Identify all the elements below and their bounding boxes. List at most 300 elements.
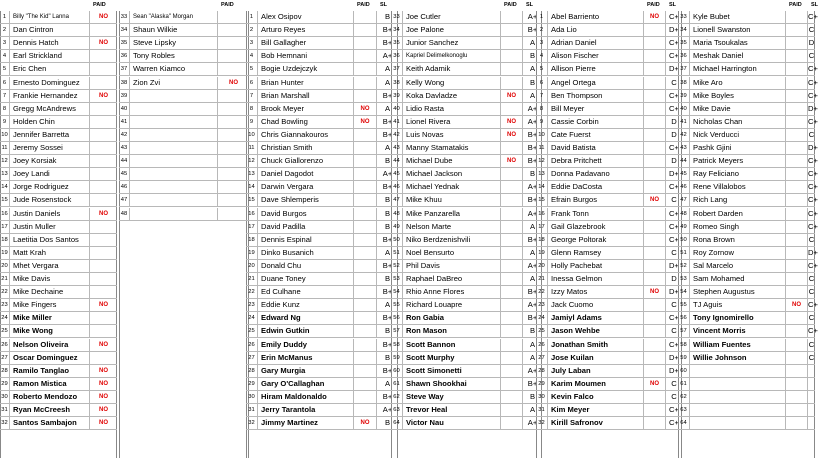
table-row[interactable] <box>119 208 249 221</box>
skill-level[interactable]: C <box>808 129 815 139</box>
table-row[interactable] <box>536 50 682 63</box>
table-row[interactable] <box>246 194 398 207</box>
table-row[interactable] <box>246 247 398 260</box>
table-row[interactable] <box>119 142 249 155</box>
player-name[interactable]: Michael Dube <box>403 155 501 167</box>
player-name[interactable]: Koka Davladze <box>403 90 501 102</box>
table-row[interactable] <box>678 129 815 142</box>
player-name[interactable]: Emily Duddy <box>258 339 354 351</box>
skill-level[interactable]: C <box>671 391 677 401</box>
skill-level[interactable]: B <box>384 12 391 21</box>
player-name[interactable]: Jimmy Martinez <box>258 417 354 429</box>
paid-status[interactable] <box>644 417 666 429</box>
table-row[interactable] <box>536 24 682 37</box>
paid-status[interactable] <box>786 37 808 49</box>
paid-status[interactable]: NO <box>99 14 108 20</box>
paid-status[interactable] <box>354 391 377 403</box>
table-row[interactable] <box>678 339 815 352</box>
skill-level[interactable]: C+ <box>808 195 818 205</box>
skill-level[interactable]: B <box>529 391 536 401</box>
skill-level[interactable]: A+ <box>527 12 538 21</box>
skill-level[interactable]: A <box>384 300 391 310</box>
skill-level[interactable]: B <box>529 51 536 61</box>
table-row[interactable] <box>0 37 117 50</box>
player-name[interactable]: Vincent Morris <box>690 325 786 337</box>
table-row[interactable] <box>678 208 818 221</box>
skill-level[interactable]: C+ <box>808 156 818 166</box>
skill-level[interactable]: A+ <box>527 182 538 192</box>
paid-status[interactable] <box>644 155 666 167</box>
player-name[interactable]: Cassie Corbin <box>548 116 644 128</box>
paid-status[interactable]: NO <box>644 11 666 23</box>
skill-level[interactable]: B+ <box>382 90 393 100</box>
paid-status[interactable]: NO <box>501 90 523 102</box>
paid-status[interactable] <box>786 116 808 128</box>
paid-status[interactable] <box>90 286 117 298</box>
player-name[interactable]: Gary O'Callaghan <box>258 378 354 390</box>
table-row[interactable] <box>678 234 815 247</box>
player-name[interactable]: Rhio Anne Flores <box>403 286 501 298</box>
paid-status[interactable] <box>354 194 377 206</box>
player-name[interactable]: Joe Cutler <box>403 11 501 23</box>
table-row[interactable] <box>536 63 682 76</box>
paid-status[interactable] <box>644 234 666 246</box>
skill-level[interactable]: C+ <box>669 38 679 48</box>
paid-status[interactable]: NO <box>99 393 108 400</box>
skill-level[interactable]: D+ <box>808 103 818 113</box>
table-row[interactable] <box>536 129 682 142</box>
paid-status[interactable] <box>90 260 117 272</box>
skill-level[interactable]: B+ <box>527 313 538 323</box>
table-row[interactable] <box>536 378 682 391</box>
paid-status[interactable]: NO <box>99 210 108 217</box>
table-row[interactable] <box>119 63 249 76</box>
skill-level[interactable]: B <box>384 208 391 218</box>
player-name[interactable]: Kyle Bubet <box>690 11 786 23</box>
paid-status[interactable] <box>354 312 377 324</box>
table-row[interactable] <box>536 312 682 325</box>
table-row[interactable] <box>391 299 542 312</box>
player-name[interactable] <box>690 391 786 403</box>
paid-status[interactable] <box>644 339 666 351</box>
paid-status[interactable] <box>218 129 249 141</box>
skill-level[interactable]: B+ <box>382 129 393 139</box>
table-row[interactable] <box>246 312 398 325</box>
player-name[interactable]: Dinko Busanich <box>258 247 354 259</box>
table-row[interactable] <box>0 391 117 404</box>
table-row[interactable] <box>391 325 542 338</box>
paid-status[interactable] <box>354 365 377 377</box>
table-row[interactable] <box>246 63 398 76</box>
table-row[interactable] <box>246 234 398 247</box>
table-row[interactable] <box>119 11 249 24</box>
player-name[interactable]: David Burgos <box>258 208 354 220</box>
paid-status[interactable] <box>501 77 523 89</box>
paid-status[interactable] <box>218 194 249 206</box>
player-name[interactable]: Roberto Mendozo <box>10 391 90 403</box>
skill-level[interactable]: C <box>671 300 677 310</box>
player-name[interactable]: Trevor Heal <box>403 404 501 416</box>
skill-level[interactable]: C+ <box>669 103 679 113</box>
skill-level[interactable]: A+ <box>527 116 538 126</box>
skill-level[interactable]: D+ <box>808 247 818 257</box>
paid-status[interactable] <box>218 116 249 128</box>
table-row[interactable] <box>678 286 815 299</box>
player-name[interactable]: Alison Fischer <box>548 50 644 62</box>
table-row[interactable] <box>246 365 398 378</box>
player-name[interactable]: Jamiyl Adams <box>548 312 644 324</box>
paid-status[interactable]: NO <box>786 299 808 311</box>
table-row[interactable] <box>678 378 815 391</box>
table-row[interactable] <box>536 273 682 286</box>
skill-level[interactable]: B+ <box>527 234 538 244</box>
skill-level[interactable]: C <box>671 77 677 87</box>
player-name[interactable]: Glenn Ramsey <box>548 247 644 259</box>
player-name[interactable]: Eddie Kunz <box>258 299 354 311</box>
skill-level[interactable]: C+ <box>808 260 818 270</box>
paid-status[interactable]: NO <box>99 341 108 348</box>
player-name[interactable]: Mike Davie <box>690 103 786 115</box>
paid-status[interactable] <box>501 286 523 298</box>
table-row[interactable] <box>246 142 398 155</box>
skill-level[interactable]: C <box>671 326 677 336</box>
skill-level[interactable]: B <box>384 156 391 166</box>
player-name[interactable] <box>690 365 786 377</box>
skill-level[interactable]: C+ <box>808 221 818 231</box>
table-row[interactable] <box>391 365 542 378</box>
skill-level[interactable]: B+ <box>382 116 393 126</box>
player-name[interactable]: Lionel Rivera <box>403 116 501 128</box>
player-name[interactable]: Joey Landi <box>10 168 90 180</box>
paid-status[interactable] <box>90 142 117 154</box>
table-row[interactable] <box>246 299 398 312</box>
paid-status[interactable] <box>501 365 523 377</box>
table-row[interactable] <box>536 391 682 404</box>
table-row[interactable] <box>678 260 818 273</box>
skill-level[interactable]: A <box>384 378 391 388</box>
table-row[interactable] <box>678 181 818 194</box>
player-name[interactable]: Christian Smith <box>258 142 354 154</box>
player-name[interactable]: TJ Aguis <box>690 299 786 311</box>
skill-level[interactable]: C+ <box>808 169 818 179</box>
player-name[interactable]: Cate Fuerst <box>548 129 644 141</box>
paid-status[interactable] <box>354 273 377 285</box>
table-row[interactable] <box>119 37 249 50</box>
player-name[interactable]: Mike Davis <box>10 273 90 285</box>
table-row[interactable] <box>391 77 542 90</box>
player-name[interactable]: Mike Panzarella <box>403 208 501 220</box>
skill-level[interactable] <box>808 404 815 416</box>
player-name[interactable]: Mike Dechaine <box>10 286 90 298</box>
paid-status[interactable] <box>90 116 117 128</box>
table-row[interactable] <box>246 339 398 352</box>
player-name[interactable] <box>130 208 218 220</box>
skill-level[interactable]: C+ <box>669 234 679 244</box>
skill-level[interactable] <box>808 365 815 377</box>
paid-status[interactable] <box>501 404 523 416</box>
player-name[interactable]: Bill Meyer <box>548 103 644 115</box>
paid-status[interactable]: NO <box>99 92 108 99</box>
player-name[interactable]: Frankie Hernandez <box>10 90 90 102</box>
player-name[interactable]: Ada Lio <box>548 24 644 36</box>
paid-status[interactable] <box>501 103 523 115</box>
table-row[interactable] <box>0 352 117 365</box>
paid-status[interactable]: NO <box>99 380 108 387</box>
table-row[interactable] <box>0 234 117 247</box>
table-row[interactable] <box>119 194 249 207</box>
skill-level[interactable]: B+ <box>527 25 538 35</box>
paid-status[interactable] <box>501 208 523 220</box>
skill-level[interactable]: A+ <box>382 405 393 414</box>
player-name[interactable]: Phil Davis <box>403 260 501 272</box>
skill-level[interactable]: A+ <box>527 208 538 218</box>
player-name[interactable]: Manny Stamatakis <box>403 142 501 154</box>
table-row[interactable] <box>391 24 542 37</box>
table-row[interactable] <box>391 312 542 325</box>
paid-status[interactable] <box>354 339 377 351</box>
table-row[interactable] <box>0 260 117 273</box>
skill-level[interactable]: B+ <box>382 365 393 375</box>
skill-level[interactable]: B+ <box>527 143 538 152</box>
paid-status[interactable] <box>354 142 377 154</box>
paid-status[interactable] <box>644 63 666 75</box>
paid-status[interactable] <box>354 90 377 102</box>
player-name[interactable]: Laetitia Dos Santos <box>10 234 90 246</box>
table-row[interactable] <box>0 116 117 129</box>
paid-status[interactable] <box>501 11 523 23</box>
skill-level[interactable]: A+ <box>527 103 538 113</box>
table-row[interactable] <box>391 116 542 129</box>
table-row[interactable] <box>391 142 542 155</box>
table-row[interactable] <box>0 103 117 116</box>
player-name[interactable]: Ray Feliciano <box>690 168 786 180</box>
table-row[interactable] <box>536 142 682 155</box>
player-name[interactable]: Abel Barriento <box>548 11 644 23</box>
paid-status[interactable] <box>90 181 117 193</box>
paid-status[interactable] <box>218 168 249 180</box>
player-name[interactable]: Jorge Rodriguez <box>10 181 90 193</box>
player-name[interactable]: Zion Zvi <box>130 77 218 89</box>
skill-level[interactable]: A <box>529 38 536 48</box>
paid-status[interactable] <box>644 181 666 193</box>
paid-status[interactable] <box>90 103 117 115</box>
paid-status[interactable] <box>786 103 808 115</box>
player-name[interactable] <box>130 155 218 167</box>
skill-level[interactable]: C <box>808 313 815 323</box>
player-name[interactable] <box>690 378 786 390</box>
player-name[interactable]: Kirill Safronov <box>548 417 644 429</box>
paid-status[interactable] <box>644 247 666 259</box>
paid-status[interactable] <box>218 155 249 167</box>
skill-level[interactable]: B+ <box>382 287 393 297</box>
paid-status[interactable] <box>644 299 666 311</box>
player-name[interactable]: Keith Adamik <box>403 63 501 75</box>
skill-level[interactable]: B+ <box>527 129 538 139</box>
paid-status[interactable] <box>218 181 249 193</box>
table-row[interactable] <box>678 221 818 234</box>
skill-level[interactable]: C+ <box>669 418 679 428</box>
player-name[interactable]: Kelly Wong <box>403 77 501 89</box>
player-name[interactable]: Edwin Gutkin <box>258 325 354 337</box>
skill-level[interactable]: C+ <box>808 12 818 21</box>
paid-status[interactable] <box>644 37 666 49</box>
table-row[interactable] <box>536 116 682 129</box>
player-name[interactable]: Jude Rosenstock <box>10 194 90 206</box>
player-name[interactable]: Eric Chen <box>10 63 90 75</box>
table-row[interactable] <box>246 260 398 273</box>
table-row[interactable] <box>391 391 542 404</box>
table-row[interactable] <box>246 129 398 142</box>
paid-status[interactable] <box>90 221 117 233</box>
skill-level[interactable]: D+ <box>669 352 679 362</box>
player-name[interactable]: Sam Mohamed <box>690 273 786 285</box>
paid-status[interactable] <box>354 404 377 416</box>
paid-status[interactable]: NO <box>501 129 523 141</box>
skill-level[interactable]: C+ <box>669 313 679 323</box>
paid-status[interactable] <box>90 234 117 246</box>
skill-level[interactable]: D <box>671 274 677 283</box>
skill-level[interactable]: B <box>384 195 391 205</box>
skill-level[interactable]: C+ <box>808 77 818 87</box>
player-name[interactable]: Donna Padavano <box>548 168 644 180</box>
skill-level[interactable]: C+ <box>669 90 679 100</box>
player-name[interactable]: Victor Nau <box>403 417 501 429</box>
skill-level[interactable]: C+ <box>669 143 679 152</box>
player-name[interactable]: Justin Muller <box>10 221 90 233</box>
skill-level[interactable]: B+ <box>382 391 393 401</box>
table-row[interactable] <box>119 77 249 90</box>
skill-level[interactable]: B <box>529 77 536 87</box>
table-row[interactable] <box>119 116 249 129</box>
table-row[interactable] <box>536 339 682 352</box>
paid-status[interactable] <box>501 391 523 403</box>
table-row[interactable] <box>0 273 117 286</box>
paid-status[interactable] <box>90 50 117 62</box>
paid-status[interactable] <box>786 11 808 23</box>
table-row[interactable] <box>678 194 818 207</box>
player-name[interactable]: Rich Lang <box>690 194 786 206</box>
player-name[interactable]: Billy "The Kid" Lanna <box>10 11 90 23</box>
paid-status[interactable] <box>501 234 523 246</box>
table-row[interactable] <box>0 299 117 312</box>
paid-status[interactable] <box>644 404 666 416</box>
player-name[interactable]: Romeo Singh <box>690 221 786 233</box>
table-row[interactable] <box>119 24 249 37</box>
paid-status[interactable] <box>218 142 249 154</box>
paid-status[interactable] <box>501 221 523 233</box>
paid-status[interactable]: NO <box>644 378 666 390</box>
paid-status[interactable] <box>90 352 117 364</box>
paid-status[interactable] <box>644 103 666 115</box>
table-row[interactable] <box>678 404 815 417</box>
player-name[interactable]: Nicholas Chan <box>690 116 786 128</box>
player-name[interactable]: Debra Pritchett <box>548 155 644 167</box>
player-name[interactable]: Dennis Espinal <box>258 234 354 246</box>
paid-status[interactable] <box>644 325 666 337</box>
table-row[interactable] <box>678 11 818 24</box>
table-row[interactable] <box>0 155 117 168</box>
skill-level[interactable]: D+ <box>669 169 679 179</box>
table-row[interactable] <box>246 391 398 404</box>
skill-level[interactable]: D+ <box>669 64 679 74</box>
paid-status[interactable] <box>354 37 377 49</box>
paid-status[interactable] <box>354 286 377 298</box>
paid-status[interactable] <box>786 404 808 416</box>
player-name[interactable]: Efrain Burgos <box>548 194 644 206</box>
table-row[interactable] <box>119 50 249 63</box>
player-name[interactable]: Izzy Matos <box>548 286 644 298</box>
player-name[interactable]: Scott Murphy <box>403 352 501 364</box>
player-name[interactable]: Nelson Oliveira <box>10 339 90 351</box>
table-row[interactable] <box>391 234 542 247</box>
table-row[interactable] <box>391 286 542 299</box>
table-row[interactable] <box>391 63 542 76</box>
paid-status[interactable] <box>501 63 523 75</box>
paid-status[interactable] <box>354 208 377 220</box>
player-name[interactable]: David Padilla <box>258 221 354 233</box>
skill-level[interactable]: C+ <box>669 339 679 349</box>
player-name[interactable]: Jennifer Barretta <box>10 129 90 141</box>
paid-status[interactable] <box>644 77 666 89</box>
paid-status[interactable] <box>786 155 808 167</box>
paid-status[interactable]: NO <box>99 40 108 47</box>
skill-level[interactable]: D+ <box>669 260 679 270</box>
skill-level[interactable]: A <box>384 64 391 74</box>
table-row[interactable] <box>246 352 398 365</box>
skill-level[interactable]: B+ <box>527 287 538 297</box>
table-row[interactable] <box>0 50 117 63</box>
player-name[interactable]: Bob Hemnani <box>258 50 354 62</box>
paid-status[interactable] <box>501 417 523 429</box>
player-name[interactable]: Jose Kuilan <box>548 352 644 364</box>
table-row[interactable] <box>0 90 117 103</box>
skill-level[interactable]: B+ <box>382 182 393 192</box>
skill-level[interactable]: D <box>671 129 677 139</box>
table-row[interactable] <box>246 103 398 116</box>
skill-level[interactable]: B <box>384 274 391 283</box>
player-name[interactable]: Alex Osipov <box>258 11 354 23</box>
skill-level[interactable]: A <box>529 405 536 414</box>
paid-status[interactable] <box>786 273 808 285</box>
paid-status[interactable] <box>786 352 808 364</box>
player-name[interactable]: David Batista <box>548 142 644 154</box>
skill-level[interactable]: C+ <box>669 405 679 414</box>
paid-status[interactable] <box>786 63 808 75</box>
skill-level[interactable]: B <box>529 326 536 336</box>
skill-level[interactable]: D+ <box>669 287 679 297</box>
skill-level[interactable]: A <box>384 77 391 87</box>
paid-status[interactable] <box>354 155 377 167</box>
player-name[interactable]: Earl Strickland <box>10 50 90 62</box>
table-row[interactable] <box>678 103 818 116</box>
player-name[interactable]: Ernesto Dominguez <box>10 77 90 89</box>
table-row[interactable] <box>536 37 682 50</box>
paid-status[interactable] <box>501 299 523 311</box>
paid-status[interactable]: NO <box>644 194 666 206</box>
paid-status[interactable] <box>218 11 249 23</box>
paid-status[interactable] <box>786 365 808 377</box>
paid-status[interactable] <box>786 234 808 246</box>
paid-status[interactable] <box>354 129 377 141</box>
paid-status[interactable] <box>501 325 523 337</box>
table-row[interactable] <box>246 24 398 37</box>
player-name[interactable]: Michael Jackson <box>403 168 501 180</box>
table-row[interactable] <box>246 286 398 299</box>
player-name[interactable]: Ramon Mistica <box>10 378 90 390</box>
paid-status[interactable] <box>218 103 249 115</box>
table-row[interactable] <box>0 181 117 194</box>
player-name[interactable]: Michael Yednak <box>403 181 501 193</box>
